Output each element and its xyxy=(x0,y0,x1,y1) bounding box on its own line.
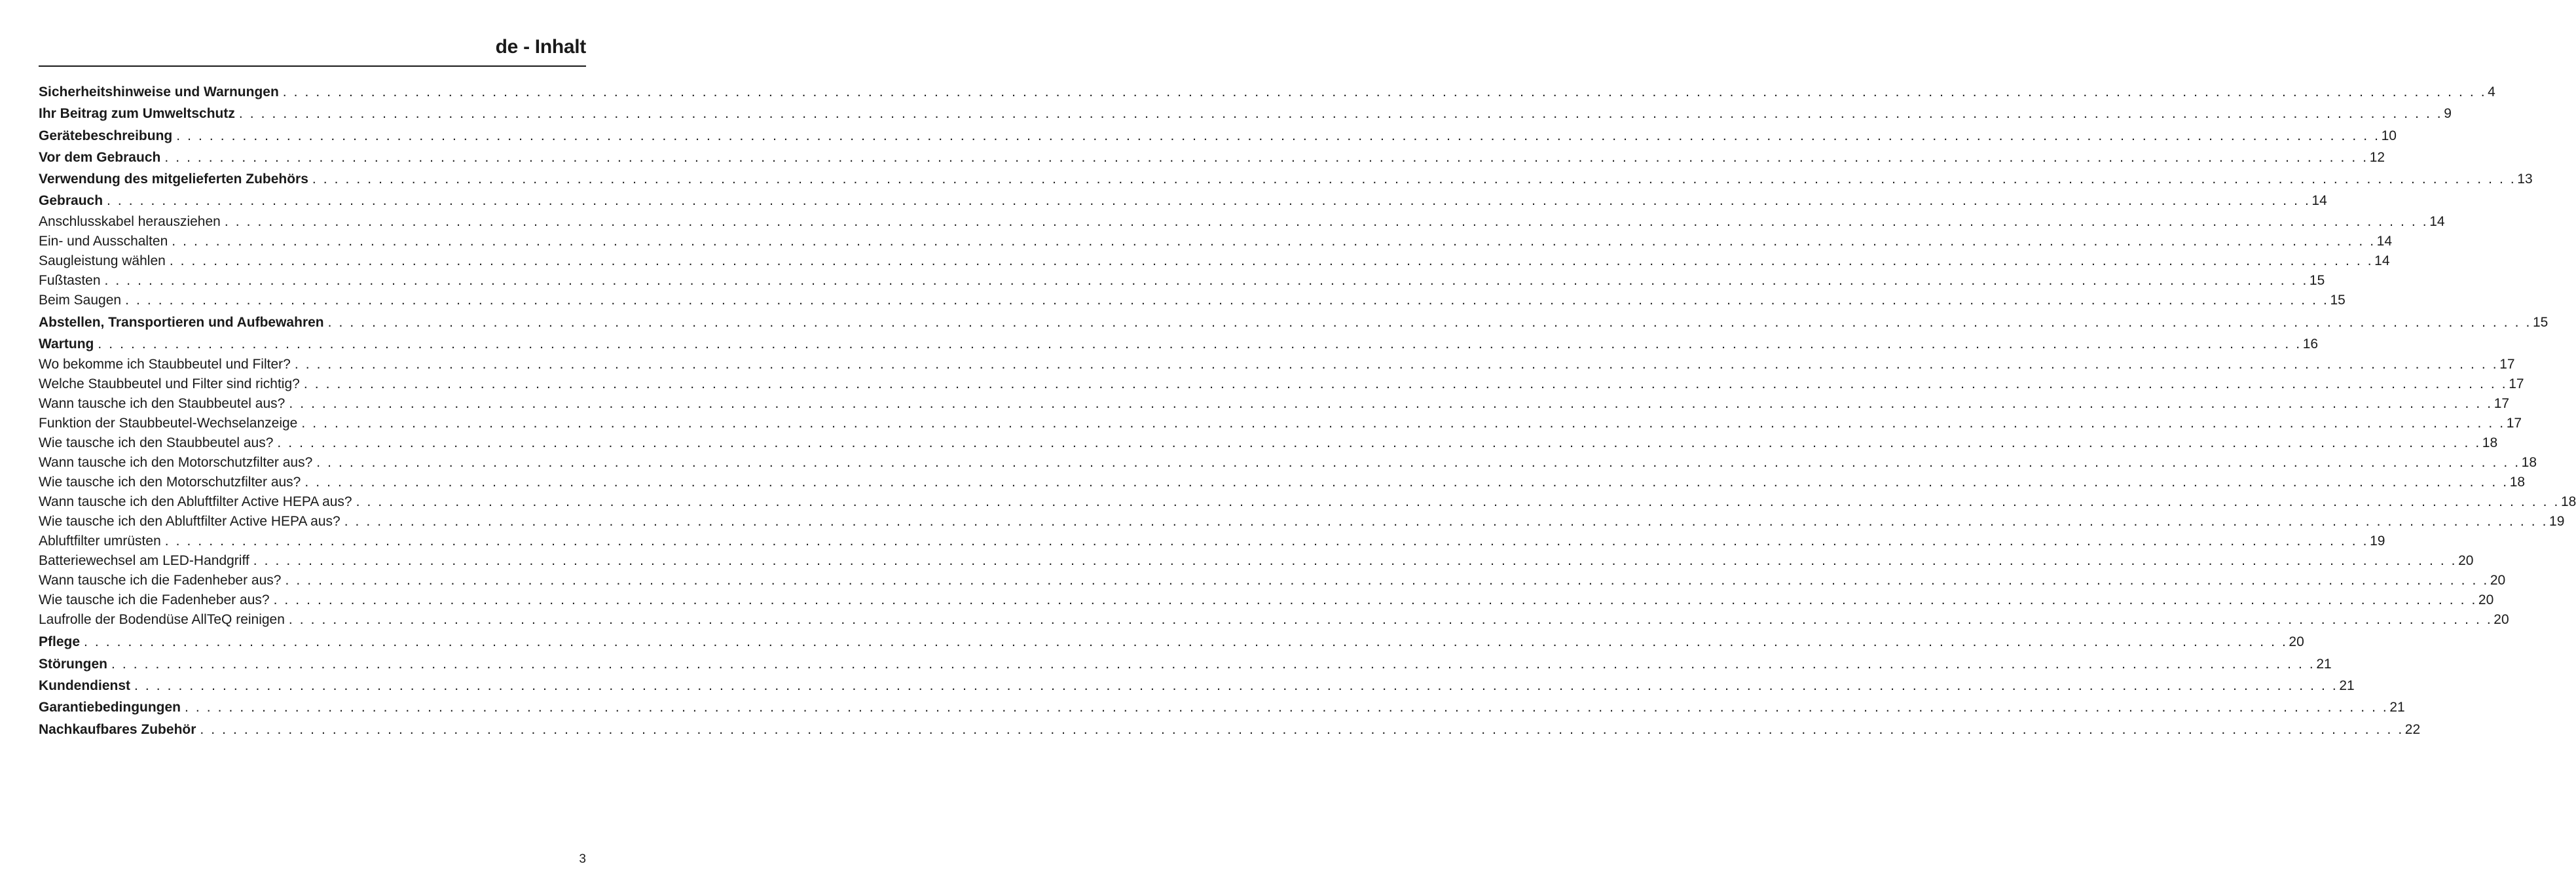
dot-leader: . . . . . . . . . . . . . . . . . . . . . . . . . . . . . . . . . . . . . . . . . . . . . . . . . . . . . . . . . . . . . . . . . . . . . . . . . . . . . . . . . . . . . . . . . . . . . . . . . . . . . . . . . . . . . . . . . . . . . . . . . . . . . . . . . . . . . . . . . . . . . . . . . . . . . . . . . . . . . . . . . . . . . . . . . . . . . . . . . . . . . . . . . . . . . . . . . . . . . . . . xyxy=(134,677,2338,693)
dot-leader: . . . . . . . . . . . . . . . . . . . . . . . . . . . . . . . . . . . . . . . . . . . . . . . . . . . . . . . . . . . . . . . . . . . . . . . . . . . . . . . . . . . . . . . . . . . . . . . . . . . . . . . . . . . . . . . . . . . . . . . . . . . . . . . . . . . . . . . . . . . . . . . . . . . . . . . . . . . . . . . . . . . . . . . . . . . . . . . . . . . . . . . . . . . . . . . . . . . . . . . . xyxy=(238,106,2443,122)
dot-leader: . . . . . . . . . . . . . . . . . . . . . . . . . . . . . . . . . . . . . . . . . . . . . . . . . . . . . . . . . . . . . . . . . . . . . . . . . . . . . . . . . . . . . . . . . . . . . . . . . . . . . . . . . . . . . . . . . . . . . . . . . . . . . . . . . . . . . . . . . . . . . . . . . . . . . . . . . . . . . . . . . . . . . . . . . . . . . . . . . . . . . . . . . . . . . . . . . . . . . . . . xyxy=(289,396,2493,412)
toc-entry-label: Gerätebeschreibung xyxy=(39,128,173,143)
toc-entry[interactable] xyxy=(39,414,2522,433)
table-of-contents xyxy=(39,81,2576,740)
toc-entry-page: 20 xyxy=(2289,634,2304,650)
dot-leader: . . . . . . . . . . . . . . . . . . . . . . . . . . . . . . . . . . . . . . . . . . . . . . . . . . . . . . . . . . . . . . . . . . . . . . . . . . . . . . . . . . . . . . . . . . . . . . . . . . . . . . . . . . . . . . . . . . . . . . . . . . . . . . . . . . . . . . . . . . . . . . . . . . . . . . . . . . . . . . . . . . . . . . . . . . . . . . . . . . . . . . . . . . . . . . . . . . . . . . . . xyxy=(107,193,2311,209)
toc-entry-label: Fußtasten xyxy=(39,272,101,288)
dot-leader: . . . . . . . . . . . . . . . . . . . . . . . . . . . . . . . . . . . . . . . . . . . . . . . . . . . . . . . . . . . . . . . . . . . . . . . . . . . . . . . . . . . . . . . . . . . . . . . . . . . . . . . . . . . . . . . . . . . . . . . . . . . . . . . . . . . . . . . . . . . . . . . . . . . . . . . . . . . . . . . . . . . . . . . . . . . . . . . . . . . . . . . . . . . . . . . . . . . . . . . . xyxy=(316,455,2520,471)
dot-leader: . . . . . . . . . . . . . . . . . . . . . . . . . . . . . . . . . . . . . . . . . . . . . . . . . . . . . . . . . . . . . . . . . . . . . . . . . . . . . . . . . . . . . . . . . . . . . . . . . . . . . . . . . . . . . . . . . . . . . . . . . . . . . . . . . . . . . . . . . . . . . . . . . . . . . . . . . . . . . . . . . . . . . . . . . . . . . . . . . . . . . . . . . . . . . . . . . . . . . . . . xyxy=(301,416,2505,431)
toc-entry-page: 17 xyxy=(2499,357,2515,372)
dot-leader: . . . . . . . . . . . . . . . . . . . . . . . . . . . . . . . . . . . . . . . . . . . . . . . . . . . . . . . . . . . . . . . . . . . . . . . . . . . . . . . . . . . . . . . . . . . . . . . . . . . . . . . . . . . . . . . . . . . . . . . . . . . . . . . . . . . . . . . . . . . . . . . . . . . . . . . . . . . . . . . . . . . . . . . . . . . . . . . . . . . . . . . . . . . . . . . . . . . . . . . . xyxy=(273,592,2477,608)
toc-entry[interactable] xyxy=(39,532,2385,551)
toc-entry-label: Welche Staubbeutel und Filter sind richtig? xyxy=(39,376,300,392)
toc-entry[interactable] xyxy=(39,453,2537,473)
dot-leader: . . . . . . . . . . . . . . . . . . . . . . . . . . . . . . . . . . . . . . . . . . . . . . . . . . . . . . . . . . . . . . . . . . . . . . . . . . . . . . . . . . . . . . . . . . . . . . . . . . . . . . . . . . . . . . . . . . . . . . . . . . . . . . . . . . . . . . . . . . . . . . . . . . . . . . . . . . . . . . . . . . . . . . . . . . . . . . . . . . . . . . . . . . . . . . . . . . . . . . . . xyxy=(312,172,2516,187)
toc-entry[interactable] xyxy=(39,394,2510,414)
toc-entry-page: 18 xyxy=(2509,475,2526,490)
toc-entry[interactable] xyxy=(39,374,2524,394)
toc-entry-page: 20 xyxy=(2493,612,2509,628)
toc-entry-page: 14 xyxy=(2376,233,2393,249)
toc-entry-page: 15 xyxy=(2532,314,2548,330)
toc-entry[interactable] xyxy=(39,271,2325,291)
toc-entry-label: Saugleistung wählen xyxy=(39,253,166,268)
toc-entry-page: 13 xyxy=(2517,172,2533,187)
toc-entry-label: Wann tausche ich den Staubbeutel aus? xyxy=(39,396,285,412)
toc-entry-label: Verwendung des mitgelieferten Zubehörs xyxy=(39,172,308,187)
toc-entry-page: 19 xyxy=(2549,514,2565,530)
dot-leader: . . . . . . . . . . . . . . . . . . . . . . . . . . . . . . . . . . . . . . . . . . . . . . . . . . . . . . . . . . . . . . . . . . . . . . . . . . . . . . . . . . . . . . . . . . . . . . . . . . . . . . . . . . . . . . . . . . . . . . . . . . . . . . . . . . . . . . . . . . . . . . . . . . . . . . . . . . . . . . . . . . . . . . . . . . . . . . . . . . . . . . . . . . . . . . . . . . . . . . . . xyxy=(200,721,2404,737)
toc-entry[interactable] xyxy=(39,81,2495,103)
toc-entry-page: 18 xyxy=(2521,455,2537,471)
toc-entry-label: Garantiebedingungen xyxy=(39,700,181,715)
dot-leader: . . . . . . . . . . . . . . . . . . . . . . . . . . . . . . . . . . . . . . . . . . . . . . . . . . . . . . . . . . . . . . . . . . . . . . . . . . . . . . . . . . . . . . . . . . . . . . . . . . . . . . . . . . . . . . . . . . . . . . . . . . . . . . . . . . . . . . . . . . . . . . . . . . . . . . . . . . . . . . . . . . . . . . . . . . . . . . . . . . . . . . . . . . . . . . . . . . . . . . . . xyxy=(356,494,2560,510)
toc-entry[interactable] xyxy=(39,590,2494,610)
toc-entry-label: Ein- und Ausschalten xyxy=(39,233,168,249)
dot-leader: . . . . . . . . . . . . . . . . . . . . . . . . . . . . . . . . . . . . . . . . . . . . . . . . . . . . . . . . . . . . . . . . . . . . . . . . . . . . . . . . . . . . . . . . . . . . . . . . . . . . . . . . . . . . . . . . . . . . . . . . . . . . . . . . . . . . . . . . . . . . . . . . . . . . . . . . . . . . . . . . . . . . . . . . . . . . . . . . . . . . . . . . . . . . . . . . . . . . . . . . xyxy=(169,253,2374,268)
dot-leader: . . . . . . . . . . . . . . . . . . . . . . . . . . . . . . . . . . . . . . . . . . . . . . . . . . . . . . . . . . . . . . . . . . . . . . . . . . . . . . . . . . . . . . . . . . . . . . . . . . . . . . . . . . . . . . . . . . . . . . . . . . . . . . . . . . . . . . . . . . . . . . . . . . . . . . . . . . . . . . . . . . . . . . . . . . . . . . . . . . . . . . . . . . . . . . . . . . . . . . . . xyxy=(282,84,2487,99)
toc-entry-label: Nachkaufbares Zubehör xyxy=(39,721,196,737)
dot-leader: . . . . . . . . . . . . . . . . . . . . . . . . . . . . . . . . . . . . . . . . . . . . . . . . . . . . . . . . . . . . . . . . . . . . . . . . . . . . . . . . . . . . . . . . . . . . . . . . . . . . . . . . . . . . . . . . . . . . . . . . . . . . . . . . . . . . . . . . . . . . . . . . . . . . . . . . . . . . . . . . . . . . . . . . . . . . . . . . . . . . . . . . . . . . . . . . . . . . . . . . xyxy=(172,233,2376,249)
toc-entry[interactable] xyxy=(39,473,2526,492)
dot-leader: . . . . . . . . . . . . . . . . . . . . . . . . . . . . . . . . . . . . . . . . . . . . . . . . . . . . . . . . . . . . . . . . . . . . . . . . . . . . . . . . . . . . . . . . . . . . . . . . . . . . . . . . . . . . . . . . . . . . . . . . . . . . . . . . . . . . . . . . . . . . . . . . . . . . . . . . . . . . . . . . . . . . . . . . . . . . . . . . . . . . . . . . . . . . . . . . . . . . . . . . xyxy=(98,336,2302,352)
toc-entry-label: Abluftfilter umrüsten xyxy=(39,533,161,549)
toc-entry-label: Wie tausche ich den Motorschutzfilter aus? xyxy=(39,475,301,490)
toc-entry-page: 15 xyxy=(2309,272,2325,288)
toc-entry-page: 14 xyxy=(2374,253,2390,268)
toc-entry-label: Gebrauch xyxy=(39,193,103,209)
toc-entry-page: 14 xyxy=(2311,193,2327,209)
toc-entry-page: 14 xyxy=(2429,213,2445,229)
toc-entry-label: Wann tausche ich den Abluftfilter Active HEPA aus? xyxy=(39,494,352,510)
toc-entry-page: 17 xyxy=(2493,396,2510,412)
dot-leader: . . . . . . . . . . . . . . . . . . . . . . . . . . . . . . . . . . . . . . . . . . . . . . . . . . . . . . . . . . . . . . . . . . . . . . . . . . . . . . . . . . . . . . . . . . . . . . . . . . . . . . . . . . . . . . . . . . . . . . . . . . . . . . . . . . . . . . . . . . . . . . . . . . . . . . . . . . . . . . . . . . . . . . . . . . . . . . . . . . . . . . . . . . . . . . . . . . . . . . . . xyxy=(288,612,2493,628)
dot-leader: . . . . . . . . . . . . . . . . . . . . . . . . . . . . . . . . . . . . . . . . . . . . . . . . . . . . . . . . . . . . . . . . . . . . . . . . . . . . . . . . . . . . . . . . . . . . . . . . . . . . . . . . . . . . . . . . . . . . . . . . . . . . . . . . . . . . . . . . . . . . . . . . . . . . . . . . . . . . . . . . . . . . . . . . . . . . . . . . . . . . . . . . . . . . . . . . . . . . . . . . xyxy=(294,357,2499,372)
toc-entry-page: 21 xyxy=(2316,656,2332,672)
toc-entry-page: 4 xyxy=(2488,84,2495,99)
dot-leader: . . . . . . . . . . . . . . . . . . . . . . . . . . . . . . . . . . . . . . . . . . . . . . . . . . . . . . . . . . . . . . . . . . . . . . . . . . . . . . . . . . . . . . . . . . . . . . . . . . . . . . . . . . . . . . . . . . . . . . . . . . . . . . . . . . . . . . . . . . . . . . . . . . . . . . . . . . . . . . . . . . . . . . . . . . . . . . . . . . . . . . . . . . . . . . . . . . . . . . . . xyxy=(104,272,2308,288)
toc-entry-page: 20 xyxy=(2490,573,2506,588)
toc-entry-page: 17 xyxy=(2509,376,2524,392)
toc-entry[interactable] xyxy=(39,291,2346,310)
toc-entry[interactable] xyxy=(39,719,2421,740)
toc-entry-label: Wartung xyxy=(39,336,94,352)
toc-entry[interactable] xyxy=(39,125,2397,147)
toc-entry-page: 17 xyxy=(2506,416,2522,431)
toc-entry[interactable] xyxy=(39,232,2393,251)
toc-entry-page: 10 xyxy=(2381,128,2397,143)
toc-entry[interactable] xyxy=(39,355,2515,374)
dot-leader: . . . . . . . . . . . . . . . . . . . . . . . . . . . . . . . . . . . . . . . . . . . . . . . . . . . . . . . . . . . . . . . . . . . . . . . . . . . . . . . . . . . . . . . . . . . . . . . . . . . . . . . . . . . . . . . . . . . . . . . . . . . . . . . . . . . . . . . . . . . . . . . . . . . . . . . . . . . . . . . . . . . . . . . . . . . . . . . . . . . . . . . . . . . . . . . . . . . . . . . . xyxy=(176,128,2380,143)
toc-entry-page: 12 xyxy=(2369,149,2385,165)
toc-entry-page: 18 xyxy=(2482,435,2498,451)
toc-entry[interactable] xyxy=(39,433,2498,453)
toc-entry[interactable] xyxy=(39,312,2548,333)
toc-entry-label: Abstellen, Transportieren und Aufbewahren xyxy=(39,314,324,330)
toc-entry[interactable] xyxy=(39,675,2355,696)
toc-entry-page: 19 xyxy=(2370,533,2385,549)
dot-leader: . . . . . . . . . . . . . . . . . . . . . . . . . . . . . . . . . . . . . . . . . . . . . . . . . . . . . . . . . . . . . . . . . . . . . . . . . . . . . . . . . . . . . . . . . . . . . . . . . . . . . . . . . . . . . . . . . . . . . . . . . . . . . . . . . . . . . . . . . . . . . . . . . . . . . . . . . . . . . . . . . . . . . . . . . . . . . . . . . . . . . . . . . . . . . . . . . . . . . . . . xyxy=(253,553,2457,569)
page-number: 3 xyxy=(579,852,586,866)
toc-entry-label: Kundendienst xyxy=(39,677,130,693)
toc-entry-label: Beim Saugen xyxy=(39,292,122,308)
dot-leader: . . . . . . . . . . . . . . . . . . . . . . . . . . . . . . . . . . . . . . . . . . . . . . . . . . . . . . . . . . . . . . . . . . . . . . . . . . . . . . . . . . . . . . . . . . . . . . . . . . . . . . . . . . . . . . . . . . . . . . . . . . . . . . . . . . . . . . . . . . . . . . . . . . . . . . . . . . . . . . . . . . . . . . . . . . . . . . . . . . . . . . . . . . . . . . . . . . . . . . . . xyxy=(344,514,2548,530)
toc-entry-page: 16 xyxy=(2302,336,2319,352)
toc-entry[interactable] xyxy=(39,571,2506,590)
toc-entry-page: 20 xyxy=(2478,592,2494,608)
toc-entry-page: 22 xyxy=(2404,721,2421,737)
toc-entry[interactable] xyxy=(39,190,2327,211)
toc-entry-label: Wie tausche ich die Fadenheber aus? xyxy=(39,592,270,608)
toc-entry[interactable] xyxy=(39,696,2405,718)
dot-leader: . . . . . . . . . . . . . . . . . . . . . . . . . . . . . . . . . . . . . . . . . . . . . . . . . . . . . . . . . . . . . . . . . . . . . . . . . . . . . . . . . . . . . . . . . . . . . . . . . . . . . . . . . . . . . . . . . . . . . . . . . . . . . . . . . . . . . . . . . . . . . . . . . . . . . . . . . . . . . . . . . . . . . . . . . . . . . . . . . . . . . . . . . . . . . . . . . . . . . . . . xyxy=(277,435,2481,451)
toc-entry-label: Wie tausche ich den Staubbeutel aus? xyxy=(39,435,274,451)
toc-entry-label: Laufrolle der Bodendüse AllTeQ reinigen xyxy=(39,612,285,628)
toc-entry[interactable] xyxy=(39,147,2385,168)
dot-leader: . . . . . . . . . . . . . . . . . . . . . . . . . . . . . . . . . . . . . . . . . . . . . . . . . . . . . . . . . . . . . . . . . . . . . . . . . . . . . . . . . . . . . . . . . . . . . . . . . . . . . . . . . . . . . . . . . . . . . . . . . . . . . . . . . . . . . . . . . . . . . . . . . . . . . . . . . . . . . . . . . . . . . . . . . . . . . . . . . . . . . . . . . . . . . . . . . . . . . . . . xyxy=(185,700,2389,715)
toc-entry-label: Batteriewechsel am LED-Handgriff xyxy=(39,553,249,569)
dot-leader: . . . . . . . . . . . . . . . . . . . . . . . . . . . . . . . . . . . . . . . . . . . . . . . . . . . . . . . . . . . . . . . . . . . . . . . . . . . . . . . . . . . . . . . . . . . . . . . . . . . . . . . . . . . . . . . . . . . . . . . . . . . . . . . . . . . . . . . . . . . . . . . . . . . . . . . . . . . . . . . . . . . . . . . . . . . . . . . . . . . . . . . . . . . . . . . . . . . . . . . . xyxy=(164,533,2369,549)
toc-entry-label: Wann tausche ich die Fadenheber aus? xyxy=(39,573,282,588)
toc-entry-label: Ihr Beitrag zum Umweltschutz xyxy=(39,106,235,122)
toc-entry[interactable] xyxy=(39,551,2474,571)
toc-entry-page: 9 xyxy=(2444,106,2452,122)
dot-leader: . . . . . . . . . . . . . . . . . . . . . . . . . . . . . . . . . . . . . . . . . . . . . . . . . . . . . . . . . . . . . . . . . . . . . . . . . . . . . . . . . . . . . . . . . . . . . . . . . . . . . . . . . . . . . . . . . . . . . . . . . . . . . . . . . . . . . . . . . . . . . . . . . . . . . . . . . . . . . . . . . . . . . . . . . . . . . . . . . . . . . . . . . . . . . . . . . . . . . . . . xyxy=(327,314,2531,330)
toc-entry[interactable] xyxy=(39,512,2565,532)
toc-entry[interactable] xyxy=(39,333,2319,355)
toc-entry[interactable] xyxy=(39,653,2332,675)
toc-entry-label: Vor dem Gebrauch xyxy=(39,149,161,165)
toc-entry[interactable] xyxy=(39,251,2390,271)
toc-entry-page: 21 xyxy=(2339,677,2355,693)
dot-leader: . . . . . . . . . . . . . . . . . . . . . . . . . . . . . . . . . . . . . . . . . . . . . . . . . . . . . . . . . . . . . . . . . . . . . . . . . . . . . . . . . . . . . . . . . . . . . . . . . . . . . . . . . . . . . . . . . . . . . . . . . . . . . . . . . . . . . . . . . . . . . . . . . . . . . . . . . . . . . . . . . . . . . . . . . . . . . . . . . . . . . . . . . . . . . . . . . . . . . . . . xyxy=(285,573,2489,588)
dot-leader: . . . . . . . . . . . . . . . . . . . . . . . . . . . . . . . . . . . . . . . . . . . . . . . . . . . . . . . . . . . . . . . . . . . . . . . . . . . . . . . . . . . . . . . . . . . . . . . . . . . . . . . . . . . . . . . . . . . . . . . . . . . . . . . . . . . . . . . . . . . . . . . . . . . . . . . . . . . . . . . . . . . . . . . . . . . . . . . . . . . . . . . . . . . . . . . . . . . . . . . . xyxy=(303,376,2508,392)
toc-entry-page: 21 xyxy=(2389,700,2405,715)
dot-leader: . . . . . . . . . . . . . . . . . . . . . . . . . . . . . . . . . . . . . . . . . . . . . . . . . . . . . . . . . . . . . . . . . . . . . . . . . . . . . . . . . . . . . . . . . . . . . . . . . . . . . . . . . . . . . . . . . . . . . . . . . . . . . . . . . . . . . . . . . . . . . . . . . . . . . . . . . . . . . . . . . . . . . . . . . . . . . . . . . . . . . . . . . . . . . . . . . . . . . . . . xyxy=(125,292,2329,308)
toc-entry-label: Funktion der Staubbeutel-Wechselanzeige xyxy=(39,416,298,431)
toc-entry-label: Störungen xyxy=(39,656,107,672)
toc-entry-label: Pflege xyxy=(39,634,81,650)
toc-entry-label: Wo bekomme ich Staubbeutel und Filter? xyxy=(39,357,291,372)
dot-leader: . . . . . . . . . . . . . . . . . . . . . . . . . . . . . . . . . . . . . . . . . . . . . . . . . . . . . . . . . . . . . . . . . . . . . . . . . . . . . . . . . . . . . . . . . . . . . . . . . . . . . . . . . . . . . . . . . . . . . . . . . . . . . . . . . . . . . . . . . . . . . . . . . . . . . . . . . . . . . . . . . . . . . . . . . . . . . . . . . . . . . . . . . . . . . . . . . . . . . . . . xyxy=(164,149,2368,165)
toc-entry[interactable] xyxy=(39,168,2533,190)
dot-leader: . . . . . . . . . . . . . . . . . . . . . . . . . . . . . . . . . . . . . . . . . . . . . . . . . . . . . . . . . . . . . . . . . . . . . . . . . . . . . . . . . . . . . . . . . . . . . . . . . . . . . . . . . . . . . . . . . . . . . . . . . . . . . . . . . . . . . . . . . . . . . . . . . . . . . . . . . . . . . . . . . . . . . . . . . . . . . . . . . . . . . . . . . . . . . . . . . . . . . . . . xyxy=(84,634,2288,650)
page-header xyxy=(39,34,586,67)
dot-leader: . . . . . . . . . . . . . . . . . . . . . . . . . . . . . . . . . . . . . . . . . . . . . . . . . . . . . . . . . . . . . . . . . . . . . . . . . . . . . . . . . . . . . . . . . . . . . . . . . . . . . . . . . . . . . . . . . . . . . . . . . . . . . . . . . . . . . . . . . . . . . . . . . . . . . . . . . . . . . . . . . . . . . . . . . . . . . . . . . . . . . . . . . . . . . . . . . . . . . . . . xyxy=(224,213,2429,229)
toc-entry-page: 18 xyxy=(2560,494,2576,510)
toc-entry[interactable] xyxy=(39,492,2576,512)
toc-entry[interactable] xyxy=(39,631,2304,653)
toc-entry-label: Sicherheitshinweise und Warnungen xyxy=(39,84,279,99)
toc-entry-label: Anschlusskabel herausziehen xyxy=(39,213,221,229)
page-title: de - Inhalt xyxy=(495,36,586,58)
dot-leader: . . . . . . . . . . . . . . . . . . . . . . . . . . . . . . . . . . . . . . . . . . . . . . . . . . . . . . . . . . . . . . . . . . . . . . . . . . . . . . . . . . . . . . . . . . . . . . . . . . . . . . . . . . . . . . . . . . . . . . . . . . . . . . . . . . . . . . . . . . . . . . . . . . . . . . . . . . . . . . . . . . . . . . . . . . . . . . . . . . . . . . . . . . . . . . . . . . . . . . . . xyxy=(304,475,2509,490)
toc-entry-page: 20 xyxy=(2458,553,2474,569)
toc-entry-page: 15 xyxy=(2330,292,2346,308)
toc-entry-label: Wann tausche ich den Motorschutzfilter aus? xyxy=(39,455,313,471)
toc-entry[interactable] xyxy=(39,212,2445,232)
toc-entry[interactable] xyxy=(39,610,2509,630)
dot-leader: . . . . . . . . . . . . . . . . . . . . . . . . . . . . . . . . . . . . . . . . . . . . . . . . . . . . . . . . . . . . . . . . . . . . . . . . . . . . . . . . . . . . . . . . . . . . . . . . . . . . . . . . . . . . . . . . . . . . . . . . . . . . . . . . . . . . . . . . . . . . . . . . . . . . . . . . . . . . . . . . . . . . . . . . . . . . . . . . . . . . . . . . . . . . . . . . . . . . . . . . xyxy=(111,656,2315,672)
toc-entry[interactable] xyxy=(39,103,2452,124)
toc-entry-label: Wie tausche ich den Abluftfilter Active HEPA aus? xyxy=(39,514,340,530)
